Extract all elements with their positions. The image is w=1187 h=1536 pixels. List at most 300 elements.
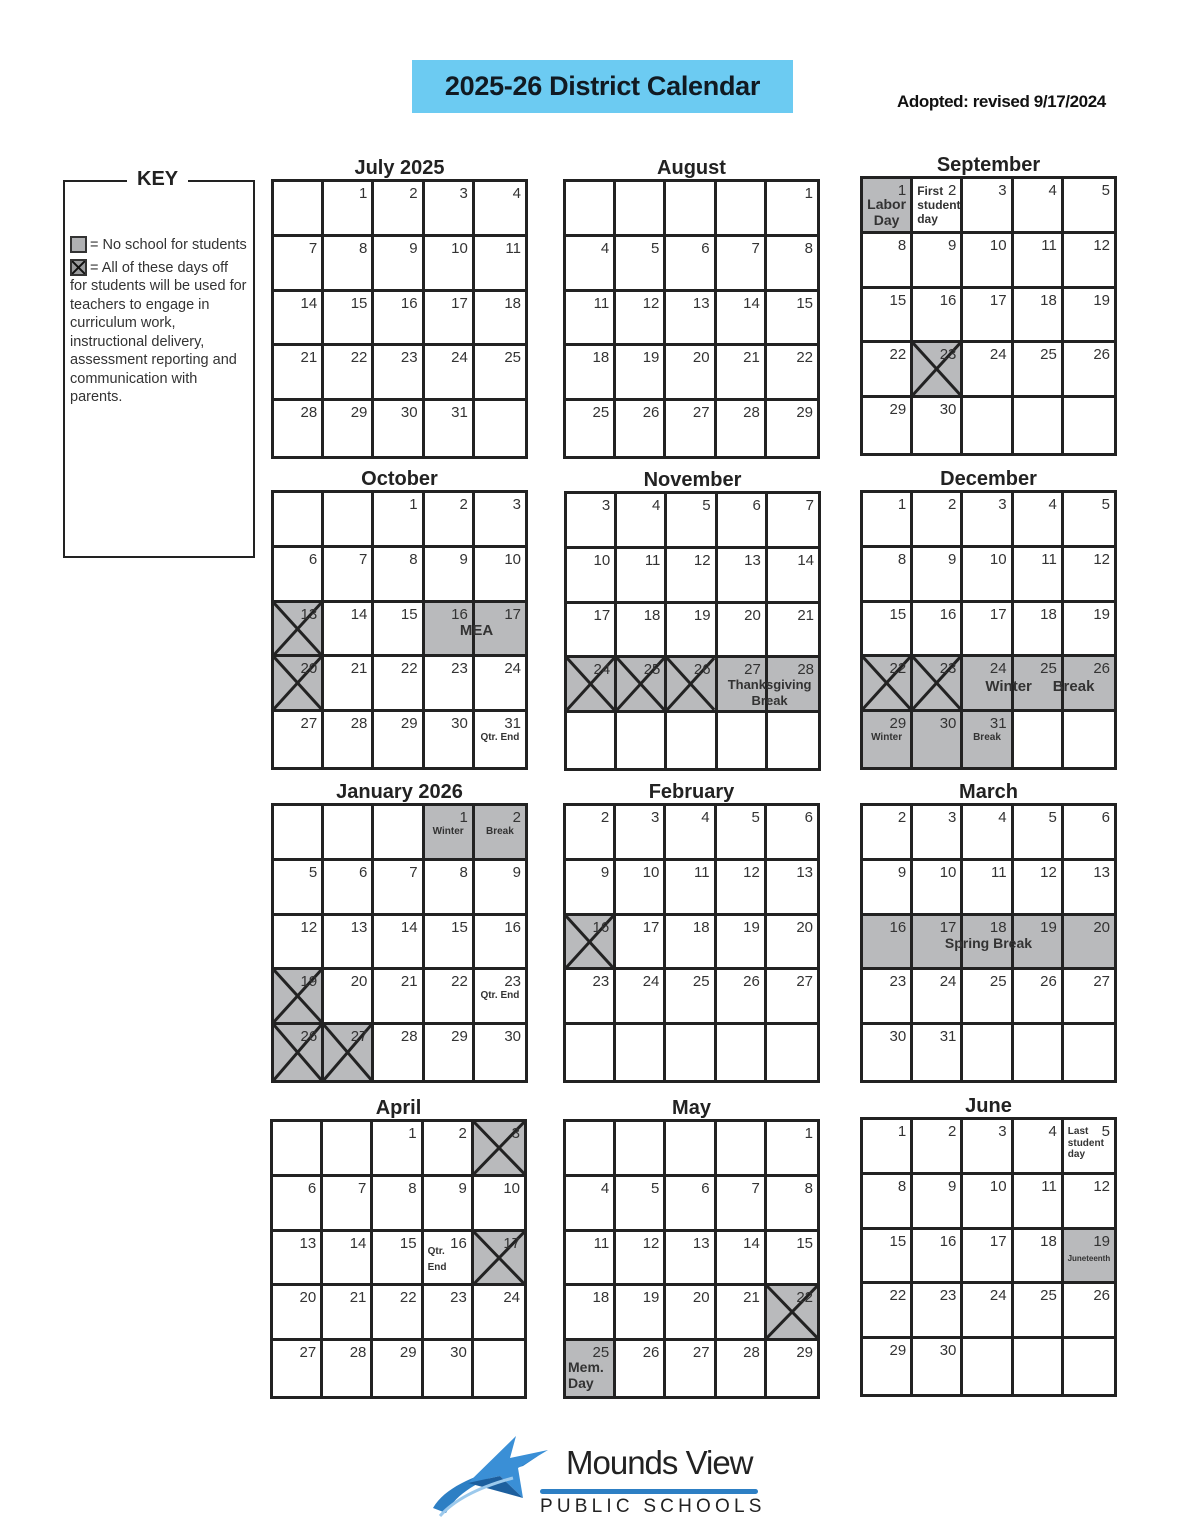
day-number: 25 [592,404,610,422]
day-number: 16 [592,918,610,936]
day-cell [425,861,475,916]
day-cell [863,1230,913,1285]
month-grid [563,179,820,459]
empty-cell [1014,398,1064,453]
day-number: 3 [998,1123,1007,1140]
day-number: 8 [804,1179,813,1197]
day-cell [374,292,424,347]
day-number: 26 [300,1028,318,1046]
day-number: 11 [1041,236,1057,254]
day-cell [324,401,374,456]
day-number: 23 [400,349,418,367]
day-number: 20 [299,1289,317,1307]
day-number: 8 [897,1177,907,1195]
day-note: Labor Day [867,196,907,229]
day-number: 1 [897,1123,907,1140]
day-number: 16 [451,605,468,623]
day-cell [1014,1284,1064,1339]
day-number: 21 [350,660,368,678]
day-number: 27 [692,404,710,422]
month-title-text: March [954,781,1023,803]
day-cell [767,401,817,456]
day-cell [913,289,963,344]
day-number: 6 [701,1179,710,1197]
day-cell [475,657,525,712]
page-title: 2025-26 District Calendar [444,71,761,101]
day-cell [767,346,817,401]
day-number: 20 [300,660,318,678]
day-cell [474,1177,524,1232]
day-number: 8 [359,239,368,257]
day-cell [374,401,424,456]
day-number: 8 [804,239,813,257]
day-number: 16 [939,605,957,623]
day-number: 17 [504,605,521,623]
day-cell [475,292,525,347]
day-number: 19 [1093,605,1110,623]
day-cell [1014,861,1064,916]
day-number: 31 [989,715,1007,733]
day-number: 12 [300,918,318,936]
day-cell [374,237,424,292]
month-grid [563,803,820,1083]
day-number: 10 [989,236,1007,254]
day-number: 19 [693,606,711,624]
day-number: 25 [1040,346,1057,364]
day-cell [616,970,666,1025]
day-number: 24 [939,973,957,991]
month-title [563,1097,820,1120]
day-cell [1014,289,1064,344]
month-april [270,1097,527,1399]
day-number: 30 [939,1342,957,1360]
day-cell [913,712,963,767]
day-cell [1064,970,1114,1025]
day-number: 3 [948,809,957,826]
day-number: 21 [797,606,814,624]
day-number: 17 [939,918,957,936]
day-cell [425,916,475,971]
day-cell [767,182,817,237]
month-title [860,1095,1117,1118]
month-title-text: May [667,1097,716,1119]
day-number: 15 [400,605,418,623]
day-number: 2 [948,496,957,513]
day-cell [425,548,475,603]
day-cell [913,1025,963,1080]
month-title-text: August [652,157,731,179]
day-cell [768,549,818,604]
day-cell [717,1341,767,1396]
day-cell [475,1025,525,1080]
day-number: 29 [400,715,418,733]
day-number: 4 [1048,182,1057,199]
day-cell [767,1232,817,1287]
day-cell [274,603,324,658]
day-cell [324,861,374,916]
month-title-text: April [371,1097,427,1119]
day-cell [718,549,768,604]
day-number: 20 [350,973,368,991]
day-cell [274,916,324,971]
day-cell [717,970,767,1025]
day-cell [475,861,525,916]
day-number: 2 [897,809,907,826]
day-note: Break [973,732,1001,744]
day-cell [863,861,913,916]
day-cell [1014,916,1064,971]
day-number: 24 [989,660,1007,678]
day-number: 20 [744,606,761,624]
day-number: 16 [939,1232,957,1250]
day-note: Winter [432,826,464,837]
day-number: 22 [796,349,813,367]
day-number: 12 [1093,550,1110,568]
day-number: 11 [593,1234,610,1252]
day-number: 19 [743,918,760,936]
crossed-square-icon [70,259,87,276]
day-cell [324,603,374,658]
empty-cell [718,713,768,768]
day-cell [913,1284,963,1339]
day-cell [616,1232,666,1287]
day-number: 5 [1101,1123,1110,1140]
month-title-text: January 2026 [331,781,468,803]
day-cell [425,292,475,347]
empty-cell [324,493,374,548]
day-number: 11 [991,863,1007,881]
empty-cell [566,182,616,237]
empty-cell [475,401,525,456]
day-cell [425,970,475,1025]
day-cell [616,1177,666,1232]
day-cell [913,861,963,916]
day-cell [717,401,767,456]
day-cell [567,658,617,713]
day-number: 22 [350,349,368,367]
day-cell [274,970,324,1025]
day-cell [324,237,374,292]
day-cell [767,916,817,971]
day-number: 1 [804,185,813,202]
empty-cell [963,1025,1013,1080]
day-number: 23 [939,660,957,678]
day-cell [1064,657,1114,712]
day-number: 22 [889,1287,907,1305]
day-cell [863,493,913,548]
empty-cell [567,713,617,768]
month-title-text: February [644,781,740,803]
day-cell [324,346,374,401]
day-cell [666,806,716,861]
day-number: 9 [459,550,468,568]
day-cell [717,861,767,916]
day-cell [373,1286,423,1341]
month-may [563,1097,820,1399]
day-cell [913,1120,963,1175]
day-number: 25 [1040,1287,1057,1305]
empty-cell [474,1341,524,1396]
month-december [860,468,1117,770]
empty-cell [566,1122,616,1177]
month-grid [860,1117,1117,1397]
day-number: 25 [692,973,710,991]
day-cell [273,1177,323,1232]
day-cell [475,548,525,603]
day-cell [1064,1175,1114,1230]
day-number: 24 [642,973,660,991]
day-cell [863,1339,913,1394]
day-number: 14 [400,918,418,936]
day-cell [863,289,913,344]
day-cell [963,712,1013,767]
day-cell [1014,603,1064,658]
month-title [563,781,820,804]
day-cell [324,916,374,971]
day-number: 23 [592,973,610,991]
day-number: 13 [796,863,813,881]
day-number: 25 [592,1344,610,1362]
day-number: 20 [1093,918,1110,936]
day-number: 18 [1040,605,1057,623]
empty-cell [274,182,324,237]
day-number: 13 [1093,863,1110,881]
day-number: 31 [939,1028,957,1046]
day-cell [616,861,666,916]
day-number: 23 [939,1287,957,1305]
day-cell [324,1025,374,1080]
day-cell [768,658,818,713]
day-number: 9 [897,863,907,881]
day-cell [913,398,963,453]
empty-cell [274,493,324,548]
day-cell [1014,806,1064,861]
day-cell [475,806,525,861]
day-number: 24 [989,1287,1007,1305]
month-title [270,1097,527,1120]
day-number: 26 [642,1344,660,1362]
day-number: 13 [692,1234,710,1252]
day-number: 29 [451,1028,468,1046]
month-march [860,781,1117,1083]
calendar-title-banner [412,60,793,113]
day-number: 8 [897,550,907,568]
day-number: 26 [1093,346,1110,364]
day-number: 8 [408,1179,417,1197]
day-cell [717,346,767,401]
month-july-2025 [271,157,528,459]
month-title [860,154,1117,177]
day-cell [666,1177,716,1232]
month-title-text: November [639,469,747,491]
day-cell [717,1232,767,1287]
day-cell [566,401,616,456]
day-cell [718,604,768,659]
day-number: 9 [948,1177,957,1195]
day-number: 8 [409,550,418,568]
day-number: 9 [948,550,957,568]
month-title [564,469,821,492]
day-number: 30 [504,1028,521,1046]
break-label: MEA [459,622,494,639]
day-cell [666,237,716,292]
day-cell [374,493,424,548]
day-cell [1064,179,1114,234]
day-cell [475,603,525,658]
day-number: 16 [889,918,907,936]
day-number: 2 [948,1123,957,1140]
day-cell [767,970,817,1025]
day-number: 31 [504,715,521,733]
day-number: 15 [796,1234,813,1252]
day-cell [274,712,324,767]
day-number: 7 [359,550,368,568]
day-cell [1064,493,1114,548]
day-cell [666,1232,716,1287]
month-title [563,157,820,180]
day-cell [324,657,374,712]
day-cell [324,712,374,767]
month-grid [860,176,1117,456]
day-number: 3 [651,809,660,826]
day-cell [566,806,616,861]
day-note: Qtr. End [480,990,520,1002]
day-cell [863,712,913,767]
day-cell [475,712,525,767]
day-number: 4 [1048,1123,1057,1140]
month-grid [271,803,528,1083]
day-cell [666,861,716,916]
day-cell [1064,548,1114,603]
day-number: 12 [642,1234,660,1252]
month-title [860,468,1117,491]
key-legend [63,168,255,558]
day-number: 6 [804,809,813,826]
day-cell [767,1177,817,1232]
day-cell [863,1284,913,1339]
day-number: 8 [897,236,907,254]
day-number: 10 [989,550,1007,568]
day-number: 20 [796,918,813,936]
empty-cell [767,1025,817,1080]
day-number: 13 [299,1234,317,1252]
day-cell [475,916,525,971]
day-cell [374,657,424,712]
day-cell [863,916,913,971]
day-number: 13 [300,605,318,623]
day-cell [767,806,817,861]
day-cell [667,494,717,549]
day-number: 11 [1041,1177,1057,1195]
day-cell [1014,1120,1064,1175]
day-number: 20 [692,349,710,367]
day-number: 27 [299,1344,317,1362]
day-cell [913,603,963,658]
day-cell [374,712,424,767]
day-cell [424,1122,474,1177]
day-number: 1 [459,809,468,826]
day-number: 13 [744,551,761,569]
day-number: 14 [743,294,760,312]
day-cell [374,861,424,916]
day-cell [913,916,963,971]
break-label: Thanksgiving Break [727,677,816,709]
day-cell [274,1025,324,1080]
district-logo [428,1428,768,1523]
day-number: 30 [400,404,418,422]
day-cell [374,1025,424,1080]
day-cell [666,916,716,971]
day-cell [667,658,717,713]
day-cell [324,292,374,347]
day-number: 21 [400,973,418,991]
day-cell [666,292,716,347]
day-cell [667,549,717,604]
day-number: 4 [1048,496,1057,513]
month-grid [860,490,1117,770]
key-item-text: = No school for students [90,237,247,253]
day-cell [474,1122,524,1177]
day-cell [863,234,913,289]
day-number: 4 [652,497,661,514]
key-title: KEY [127,168,188,191]
day-cell [1064,916,1114,971]
day-number: 25 [504,349,521,367]
day-number: 5 [751,809,760,826]
day-number: 24 [451,349,468,367]
empty-cell [1014,1339,1064,1394]
day-cell [717,1286,767,1341]
day-number: 30 [450,1344,467,1362]
day-number: 10 [989,1177,1007,1195]
day-number: 5 [651,1179,660,1197]
day-cell [274,657,324,712]
day-cell [863,179,913,234]
day-cell [963,916,1013,971]
month-title-text: December [935,468,1042,490]
star-swoosh-icon [428,1428,558,1523]
empty-cell [717,1122,767,1177]
month-august [563,157,820,459]
day-cell [1064,234,1114,289]
day-cell [1014,1175,1064,1230]
day-number: 25 [643,661,661,679]
day-number: 27 [350,1028,368,1046]
day-cell [475,237,525,292]
day-cell [1064,1230,1114,1285]
day-cell [425,401,475,456]
day-cell [424,1232,474,1287]
day-number: 22 [796,1289,813,1307]
day-number: 7 [751,1179,760,1197]
break-label: Spring Break [944,935,1033,951]
day-cell [913,1175,963,1230]
day-number: 17 [593,606,611,624]
day-cell [475,493,525,548]
empty-cell [616,182,666,237]
day-number: 15 [889,605,907,623]
day-number: 2 [458,1125,467,1142]
day-number: 17 [989,1232,1007,1250]
day-cell [963,234,1013,289]
day-number: 19 [1093,291,1110,309]
day-cell [566,1177,616,1232]
day-cell [666,1286,716,1341]
day-number: 29 [889,1342,907,1360]
day-note: Qtr. End [480,732,520,744]
day-cell [963,343,1013,398]
day-number: 5 [1101,182,1110,199]
